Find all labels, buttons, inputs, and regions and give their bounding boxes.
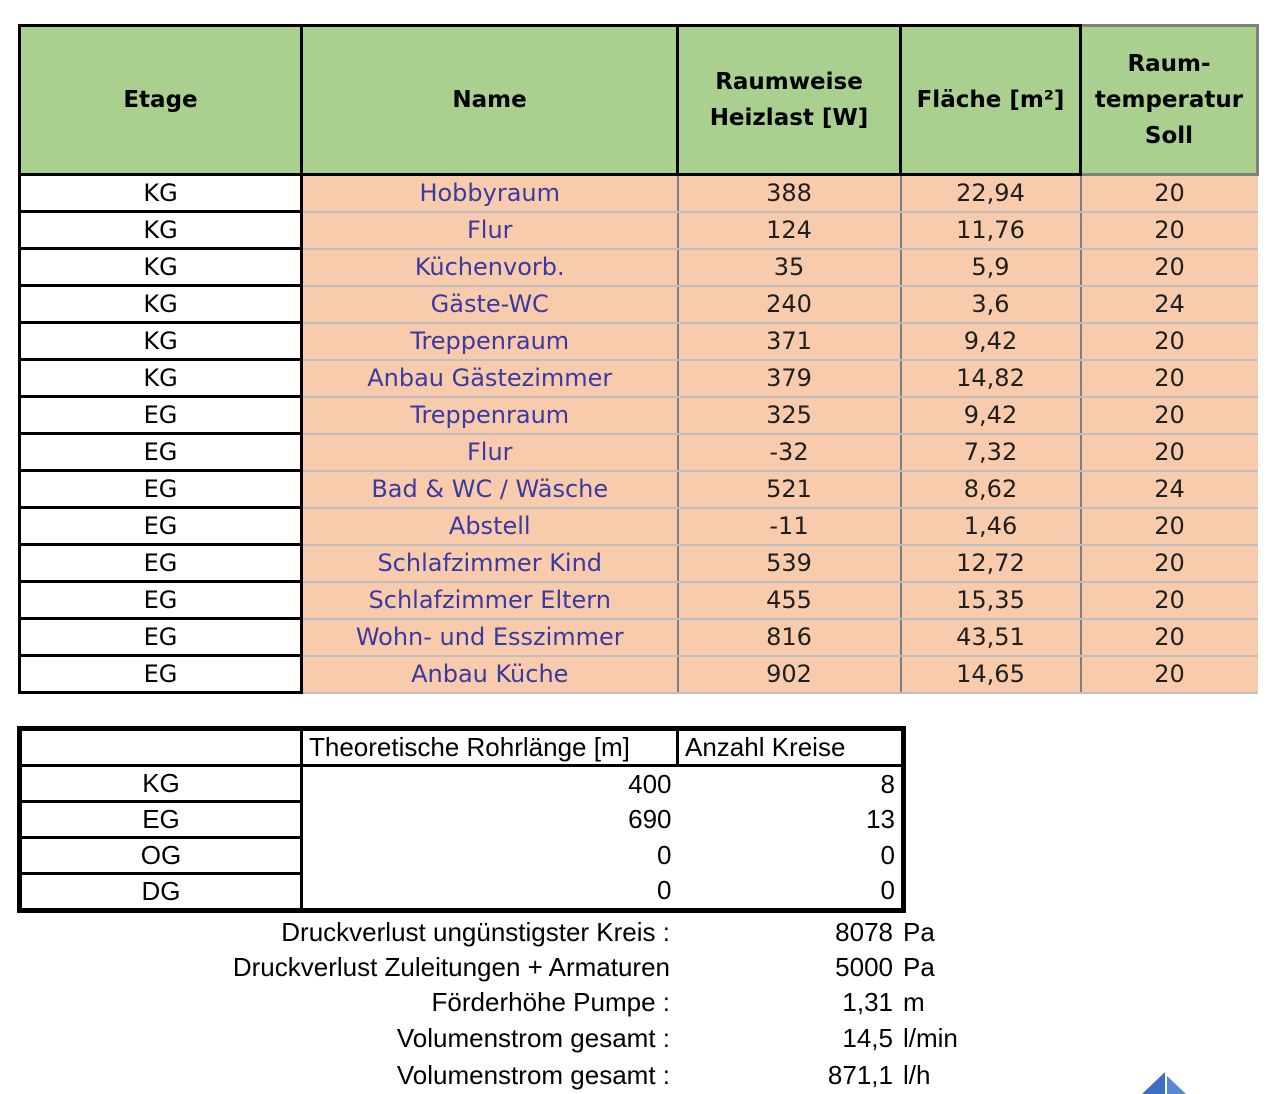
room-name-cell: Bad & WC / Wäsche bbox=[302, 471, 678, 508]
result-unit: m bbox=[903, 987, 925, 1017]
heizlast-cell: 902 bbox=[678, 656, 901, 693]
heizlast-cell: 521 bbox=[678, 471, 901, 508]
room-name-cell: Flur bbox=[302, 212, 678, 249]
raumtemperatur-cell: 20 bbox=[1081, 434, 1258, 471]
raumtemperatur-cell: 20 bbox=[1081, 508, 1258, 545]
rohrlaenge-header-row bbox=[20, 729, 904, 766]
raumtemperatur-cell: 24 bbox=[1081, 286, 1258, 323]
heizlast-row bbox=[20, 360, 1258, 397]
rohrlaenge-cell: 400 bbox=[302, 766, 678, 802]
rohrlaenge-cell: 690 bbox=[302, 802, 678, 838]
header-heizlast bbox=[678, 26, 901, 175]
result-row bbox=[0, 985, 1280, 1020]
heizlast-cell: 325 bbox=[678, 397, 901, 434]
raumtemperatur-cell: 20 bbox=[1081, 545, 1258, 582]
heizlast-row bbox=[20, 434, 1258, 471]
heizlast-row bbox=[20, 212, 1258, 249]
raumtemperatur-cell: 20 bbox=[1081, 397, 1258, 434]
header-temp-line3: Soll bbox=[1144, 123, 1194, 149]
heizlast-cell: 35 bbox=[678, 249, 901, 286]
heizlast-row bbox=[20, 582, 1258, 619]
header-raumtemperatur bbox=[1081, 26, 1258, 175]
heizlast-row bbox=[20, 323, 1258, 360]
raumtemperatur-cell: 20 bbox=[1081, 323, 1258, 360]
result-value: 14,5 bbox=[842, 1023, 893, 1053]
heizlast-cell: 816 bbox=[678, 619, 901, 656]
raumtemperatur-cell: 20 bbox=[1081, 582, 1258, 619]
flaeche-cell: 43,51 bbox=[901, 619, 1081, 656]
heizlast-row bbox=[20, 286, 1258, 323]
kreise-cell: 0 bbox=[678, 874, 904, 911]
heizlast-cell: 371 bbox=[678, 323, 901, 360]
heizlast-row bbox=[20, 508, 1258, 545]
etage-cell: EG bbox=[20, 471, 302, 508]
kreise-cell: 13 bbox=[678, 802, 904, 838]
flaeche-cell: 9,42 bbox=[901, 323, 1081, 360]
flaeche-cell: 11,76 bbox=[901, 212, 1081, 249]
rohrlaenge-table bbox=[17, 726, 906, 913]
flaeche-cell: 15,35 bbox=[901, 582, 1081, 619]
heizlast-cell: 455 bbox=[678, 582, 901, 619]
heizlast-cell: 124 bbox=[678, 212, 901, 249]
kreise-cell: 8 bbox=[678, 766, 904, 802]
floor-cell: DG bbox=[20, 874, 302, 911]
flaeche-cell: 7,32 bbox=[901, 434, 1081, 471]
result-row bbox=[0, 915, 1280, 950]
result-value: 871,1 bbox=[827, 1060, 893, 1090]
header-flaeche: Fläche [m²] bbox=[901, 26, 1081, 175]
floor-cell: OG bbox=[20, 838, 302, 874]
heizlast-row bbox=[20, 249, 1258, 286]
etage-cell: EG bbox=[20, 619, 302, 656]
etage-cell: EG bbox=[20, 508, 302, 545]
flaeche-cell: 14,65 bbox=[901, 656, 1081, 693]
rohrlaenge-cell: 0 bbox=[302, 874, 678, 911]
etage-cell: KG bbox=[20, 286, 302, 323]
room-name-cell: Abstell bbox=[302, 508, 678, 545]
flaeche-cell: 22,94 bbox=[901, 175, 1081, 212]
heizlast-row bbox=[20, 397, 1258, 434]
heizlast-row bbox=[20, 619, 1258, 656]
raumtemperatur-cell: 20 bbox=[1081, 212, 1258, 249]
heizlast-cell: -32 bbox=[678, 434, 901, 471]
raumtemperatur-cell: 24 bbox=[1081, 471, 1258, 508]
result-unit: l/min bbox=[903, 1023, 958, 1053]
result-label: Druckverlust ungünstigster Kreis : bbox=[281, 917, 670, 947]
room-name-cell: Treppenraum bbox=[302, 397, 678, 434]
result-row bbox=[0, 950, 1280, 985]
room-name-cell: Hobbyraum bbox=[302, 175, 678, 212]
raumtemperatur-cell: 20 bbox=[1081, 619, 1258, 656]
heizlast-row bbox=[20, 545, 1258, 582]
header-name: Name bbox=[302, 26, 678, 175]
result-unit: l/h bbox=[903, 1060, 931, 1090]
raumtemperatur-cell: 20 bbox=[1081, 249, 1258, 286]
result-label: Volumenstrom gesamt : bbox=[396, 1023, 670, 1053]
heizlast-cell: 539 bbox=[678, 545, 901, 582]
room-name-cell: Küchenvorb. bbox=[302, 249, 678, 286]
floor-cell: KG bbox=[20, 766, 302, 802]
flaeche-cell: 1,46 bbox=[901, 508, 1081, 545]
etage-cell: KG bbox=[20, 212, 302, 249]
result-value: 1,31 bbox=[842, 987, 893, 1017]
rohrlaenge-cell: 0 bbox=[302, 838, 678, 874]
etage-cell: EG bbox=[20, 545, 302, 582]
etage-cell: EG bbox=[20, 434, 302, 471]
room-name-cell: Gäste-WC bbox=[302, 286, 678, 323]
rohrlaenge-row bbox=[20, 874, 904, 911]
etage-cell: KG bbox=[20, 175, 302, 212]
rohrlaenge-row bbox=[20, 802, 904, 838]
header-temp-line1: Raum- bbox=[1127, 51, 1211, 77]
raumtemperatur-cell: 20 bbox=[1081, 175, 1258, 212]
header-etage: Etage bbox=[20, 26, 302, 175]
floor-cell: EG bbox=[20, 802, 302, 838]
header-rohrlaenge: Theoretische Rohrlänge [m] bbox=[302, 729, 678, 766]
header-kreise: Anzahl Kreise bbox=[678, 729, 904, 766]
room-name-cell: Flur bbox=[302, 434, 678, 471]
flaeche-cell: 9,42 bbox=[901, 397, 1081, 434]
room-name-cell: Schlafzimmer Eltern bbox=[302, 582, 678, 619]
flaeche-cell: 12,72 bbox=[901, 545, 1081, 582]
room-name-cell: Treppenraum bbox=[302, 323, 678, 360]
etage-cell: EG bbox=[20, 397, 302, 434]
flaeche-cell: 5,9 bbox=[901, 249, 1081, 286]
kreise-cell: 0 bbox=[678, 838, 904, 874]
house-roof-logo-icon bbox=[1142, 1072, 1188, 1094]
room-name-cell: Anbau Küche bbox=[302, 656, 678, 693]
heizlast-cell: 379 bbox=[678, 360, 901, 397]
etage-cell: KG bbox=[20, 323, 302, 360]
flaeche-cell: 14,82 bbox=[901, 360, 1081, 397]
header-floor-empty bbox=[20, 729, 302, 766]
etage-cell: EG bbox=[20, 656, 302, 693]
heizlast-row bbox=[20, 471, 1258, 508]
result-value: 8078 bbox=[835, 917, 893, 947]
raumtemperatur-cell: 20 bbox=[1081, 656, 1258, 693]
etage-cell: KG bbox=[20, 249, 302, 286]
heizlast-cell: 388 bbox=[678, 175, 901, 212]
header-heizlast-line2: Heizlast [W] bbox=[709, 105, 869, 131]
heizlast-row bbox=[20, 656, 1258, 693]
heizlast-cell: 240 bbox=[678, 286, 901, 323]
etage-cell: EG bbox=[20, 582, 302, 619]
rohrlaenge-row bbox=[20, 766, 904, 802]
room-name-cell: Schlafzimmer Kind bbox=[302, 545, 678, 582]
header-temp-line2: temperatur bbox=[1094, 87, 1244, 113]
flaeche-cell: 8,62 bbox=[901, 471, 1081, 508]
room-name-cell: Anbau Gästezimmer bbox=[302, 360, 678, 397]
result-row bbox=[0, 1058, 1280, 1093]
heizlast-table bbox=[18, 24, 1259, 694]
room-name-cell: Wohn- und Esszimmer bbox=[302, 619, 678, 656]
rohrlaenge-row bbox=[20, 838, 904, 874]
result-row bbox=[0, 1021, 1280, 1056]
flaeche-cell: 3,6 bbox=[901, 286, 1081, 323]
header-heizlast-line1: Raumweise bbox=[715, 69, 863, 95]
heizlast-cell: -11 bbox=[678, 508, 901, 545]
heizlast-header-row bbox=[20, 26, 1258, 175]
result-label: Förderhöhe Pumpe : bbox=[431, 987, 670, 1017]
result-value: 5000 bbox=[835, 952, 893, 982]
heizlast-row bbox=[20, 175, 1258, 212]
etage-cell: KG bbox=[20, 360, 302, 397]
result-unit: Pa bbox=[903, 917, 935, 947]
result-label: Volumenstrom gesamt : bbox=[396, 1060, 670, 1090]
result-unit: Pa bbox=[903, 952, 935, 982]
raumtemperatur-cell: 20 bbox=[1081, 360, 1258, 397]
result-label: Druckverlust Zuleitungen + Armaturen bbox=[232, 952, 670, 982]
